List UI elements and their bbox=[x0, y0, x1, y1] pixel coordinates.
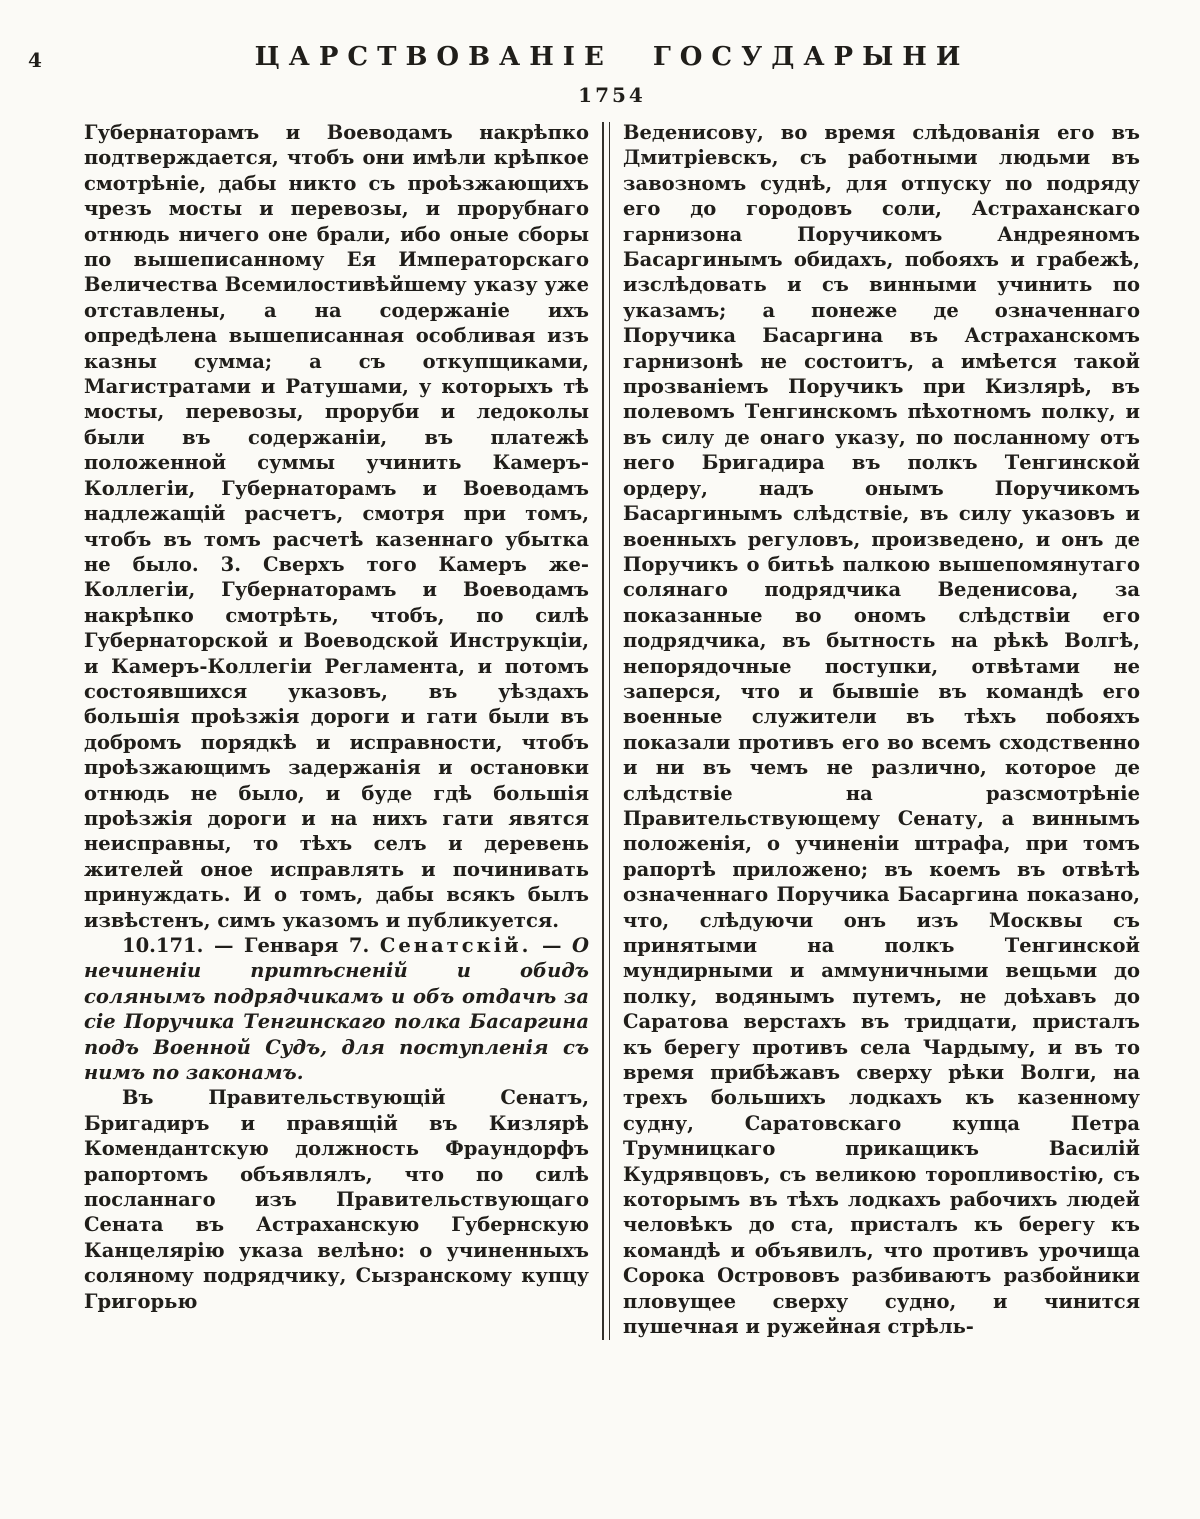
two-column-text-block bbox=[84, 120, 1140, 1340]
section-title: О нечиненіи притѣсненій и обидъ солянымъ подрядчикамъ и объ отдачѣ за сіе Поручика Тенгинскаго полка Басаргина подъ Военной Судъ, для поступленія съ нимъ по законамъ. bbox=[84, 934, 589, 1085]
paragraph-report: Въ Правительствующій Сенатъ, Бригадиръ и правящій въ Кизлярѣ Комендантскую должность Фраундорфъ рапортомъ объявлялъ, что по силѣ посланнаго изъ Правительствующаго Сената въ Астраханскую Губернскую Канцелярію указа велѣно: о учиненныхъ соляному подрядчику, Сызранскому купцу Григорью bbox=[84, 1086, 589, 1313]
year-heading: 1754 bbox=[578, 83, 646, 107]
section-dash: — bbox=[541, 934, 562, 957]
right-column bbox=[623, 120, 1140, 1340]
left-column bbox=[84, 120, 589, 1340]
paragraph-continuation: Губернаторамъ и Воеводамъ накрѣпко подтверждается, чтобъ они имѣли крѣпкое смотрѣніе, дабы никто съ проѣзжающихъ чрезъ мосты и перевозы, и прорубнаго отнюдь ничего оне брали, ибо оные сборы по вышеписанному Ея Императорскаго Величества Всемилостивѣйшему указу уже отставлены, а на содержаніе ихъ опредѣлена вышеписанная особливая изъ казны сумма; а съ откупщиками, Магистратами и Ратушами, у которыхъ тѣ мосты, перевозы, проруби и ледоколы были въ содержаніи, въ платежѣ положенной суммы учинить Камеръ-Коллегіи, Губернаторамъ и Воеводамъ надлежащій расчетъ, смотря при томъ, чтобъ въ томъ расчетѣ казеннаго убытка не было. 3. Сверхъ того Камеръ же-Коллегіи, Губернаторамъ и Воеводамъ накрѣпко смотрѣть, чтобъ, по силѣ Губернаторской и Воеводской Инструкціи, и Камеръ-Коллегіи Регламента, и потомъ состоявшихся указовъ, въ уѣздахъ большія проѣзжія дороги и гати были въ добромъ порядкѣ и исправности, чтобъ проѣзжающимъ задержанія и остановки отнюдь не было, и буде гдѣ большія проѣзжія дороги и на нихъ гати явятся неисправны, то тѣхъ селъ и деревень жителей оное исправлять и починивать принуждать. И о томъ, дабы всякъ былъ извѣстенъ, симъ указомъ и публикуется. bbox=[84, 121, 589, 932]
paragraph-continuation: Веденисову, во время слѣдованія его въ Дмитріевскъ, съ работными людьми въ завозномъ суднѣ, для отпуску по подряду его до городовъ соли, Астраханскаго гарнизона Поручикомъ Андреяномъ Басаргинымъ обидахъ, побояхъ и грабежѣ, изслѣдовать и съ винными учинить по указамъ; а понеже де означеннаго Поручика Басаргина въ Астраханскомъ гарнизонѣ не состоитъ, а имѣется такой прозваніемъ Поручикъ при Кизлярѣ, въ полевомъ Тенгинскомъ пѣхотномъ полку, и въ силу де онаго указу, по посланному отъ него Бригадира въ полкъ Тенгинской ордеру, надъ онымъ Поручикомъ Басаргинымъ слѣдствіе, въ силу указовъ и военныхъ регуловъ, произведено, и онъ де Поручикъ о битьѣ палкою вышепомянутаго солянаго подрядчика Веденисова, за показанные во ономъ слѣдствіи его подрядчика, въ бытность на рѣкѣ Волгѣ, непорядочные поступки, отвѣтами не заперся, что и бывшіе въ командѣ его военные служители въ тѣхъ побояхъ показали противъ его во всемъ сходственно и ни въ чемъ не различно, которое де слѣдствіе на разсмотрѣніе Правительствующему Сенату, а виннымъ положенія, о учиненіи штрафа, при томъ рапортѣ приложено; въ коемъ въ отвѣтѣ означеннаго Поручика Басаргина показано, что, слѣдуючи онъ изъ Москвы съ принятыми на полкъ Тенгинской мундирными и аммуничными вещьми до полку, водянымъ путемъ, не доѣхавъ до Саратова верстахъ въ тридцати, присталъ къ берегу противъ села Чардыму, и въ то время прибѣжавъ сверху рѣки Волги, на трехъ большихъ лодкахъ къ казенному судну, Саратовскаго купца Петра Трумницкаго прикащикъ Василій Кудрявцовъ, съ великою торопливостію, съ которымъ въ тѣхъ лодкахъ рабочихъ людей человѣкъ до ста, присталъ къ берегу къ командѣ и объявилъ, что противъ урочища Сорока Острововъ разбиваютъ разбойники пловущее сверху судно, и чинится пушечная и ружейная стрѣль- bbox=[623, 121, 1140, 1339]
section-heading bbox=[84, 933, 589, 1085]
column-divider-rule bbox=[602, 122, 610, 1340]
section-number: 10.171. — Генваря 7. bbox=[122, 934, 370, 957]
running-header: ЦАРСТВОВАНІЕ ГОСУДАРЫНИ bbox=[254, 42, 970, 72]
section-type-label: Сенатскій. bbox=[379, 934, 532, 957]
page-number: 4 bbox=[28, 48, 42, 72]
